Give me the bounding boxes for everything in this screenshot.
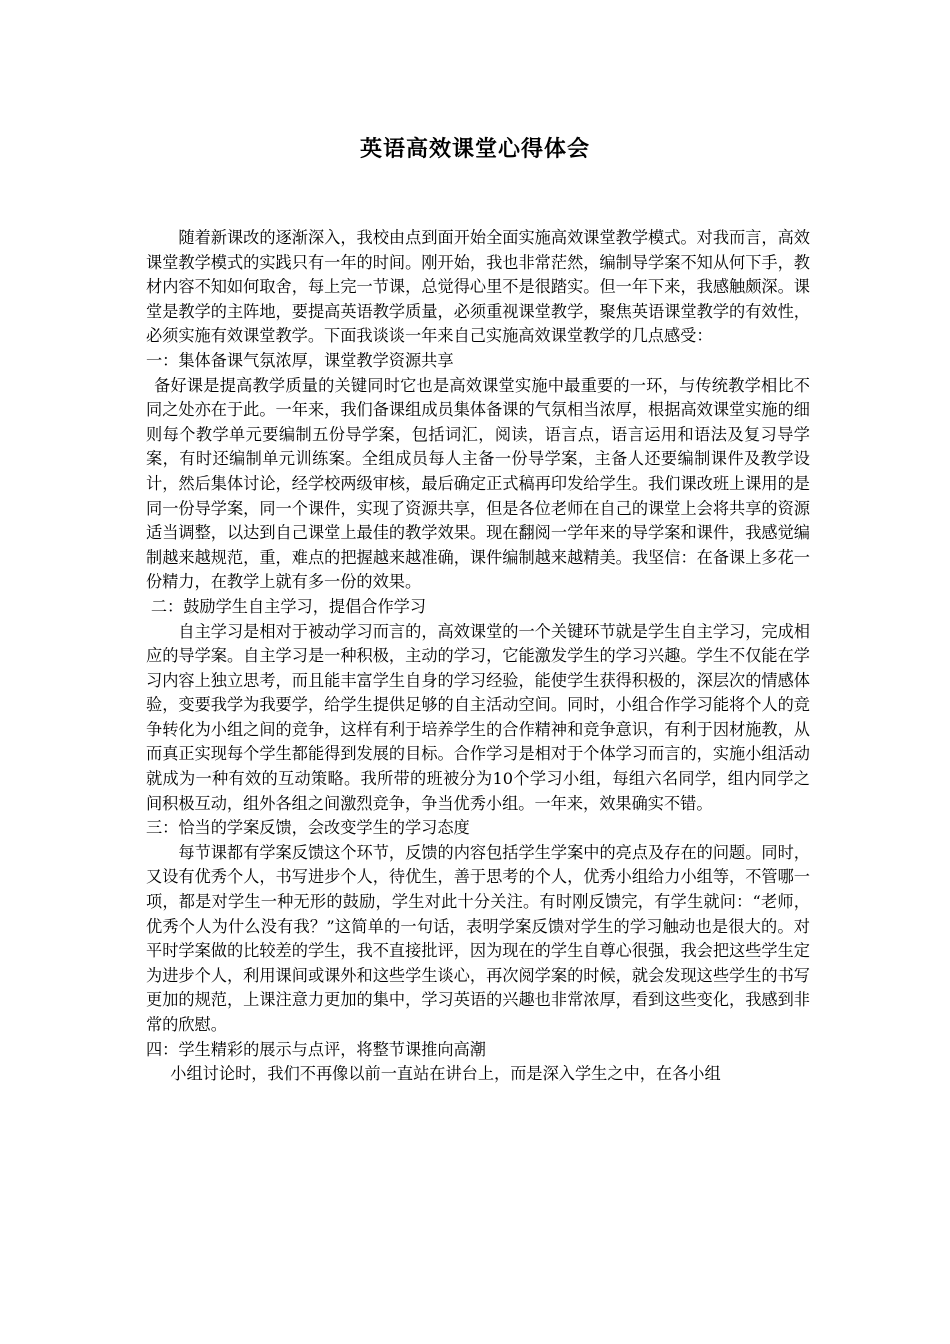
section-heading-3: 三：恰当的学案反馈，会改变学生的学习态度: [146, 818, 470, 838]
section-1-paragraph: 备好课是提高教学质量的关键同时它也是高效课堂实施中最重要的一环，与传统教学相比不同之处亦在于此。一年来，我们备课组成员集体备课的气氛相当浓厚，根据高效课堂实施的细则每个教学单元要编制五份导学案，包括词汇，阅读，语言点，语言运用和语法及复习导学案，有时还编制单元训练案。全组成员每人主备一份导学案，主备人还要编制课件及教学设计，然后集体讨论，经学校两级审核，最后确定正式稿再印发给学生。我们课改班上课用的是同一份导学案，同一个课件，实现了资源共享，但是各位老师在自己的课堂上会将共享的资源适当调整，以达到自己课堂上最佳的教学效果。现在翻阅一学年来的导学案和课件，我感觉编制越来越规范，重，难点的把握越来越准确，课件编制越来越精美。我坚信：在备课上多花一份精力，在教学上就有多一份的效果。: [146, 375, 810, 592]
section-heading-4: 四：学生精彩的展示与点评，将整节课推向高潮: [146, 1039, 486, 1059]
intro-paragraph: 随着新课改的逐渐深入，我校由点到面开始全面实施高效课堂教学模式。对我而言，高效课堂教学模式的实践只有一年的时间。刚开始，我也非常茫然，编制导学案不知从何下手，教材内容不知如何取舍，每上完一节课，总觉得心里不是很踏实。但一年下来，我感触颇深。课堂是教学的主阵地，要提高英语教学质量，必须重视课堂教学，聚焦英语课堂教学的有效性，必须实施有效课堂教学。下面我谈谈一年来自己实施高效课堂教学的几点感受：: [146, 228, 810, 346]
document-body: [146, 226, 810, 1087]
section-3-paragraph: 每节课都有学案反馈这个环节，反馈的内容包括学生学案中的亮点及存在的问题。同时，又设有优秀个人，书写进步个人，待优生，善于思考的个人，优秀小组给力小组等，不管哪一项，都是对学生一种无形的鼓励，学生对此十分关注。有时刚反馈完，有学生就问：“老师，优秀个人为什么没有我？”这简单的一句话，表明学案反馈对学生的学习触动也是很大的。对平时学案做的比较差的学生，我不直接批评，因为现在的学生自尊心很强，我会把这些学生定为进步个人，利用课间或课外和这些学生谈心，再次阅学案的时候，就会发现这些学生的书写更加的规范，上课注意力更加的集中，学习英语的兴趣也非常浓厚，看到这些变化，我感到非常的欣慰。: [146, 842, 810, 1034]
section-2-paragraph: 自主学习是相对于被动学习而言的，高效课堂的一个关键环节就是学生自主学习，完成相应的导学案。自主学习是一种积极，主动的学习，它能激发学生的学习兴趣。学生不仅能在学习内容上独立思考，而且能丰富学生自身的学习经验，能使学生获得积极的，深层次的情感体验，变要我学为我要学，给学生提供足够的自主活动空间。同时，小组合作学习能将个人的竞争转化为小组之间的竞争，这样有利于培养学生的合作精神和竞争意识，有利于因材施教，从而真正实现每个学生都能得到发展的目标。合作学习是相对于个体学习而言的，实施小组活动就成为一种有效的互动策略。我所带的班被分为10个学习小组，每组六名同学，组内同学之间积极互动，组外各组之间激烈竞争，争当优秀小组。一年来，效果确实不错。: [146, 621, 810, 813]
section-heading-2: 二：鼓励学生自主学习，提倡合作学习: [150, 596, 427, 616]
document-title: 英语高效课堂心得体会: [359, 136, 590, 162]
section-4-paragraph: 小组讨论时，我们不再像以前一直站在讲台上，而是深入学生之中，在各小组: [170, 1064, 721, 1084]
section-heading-1: 一：集体备课气氛浓厚，课堂教学资源共享: [146, 350, 454, 370]
